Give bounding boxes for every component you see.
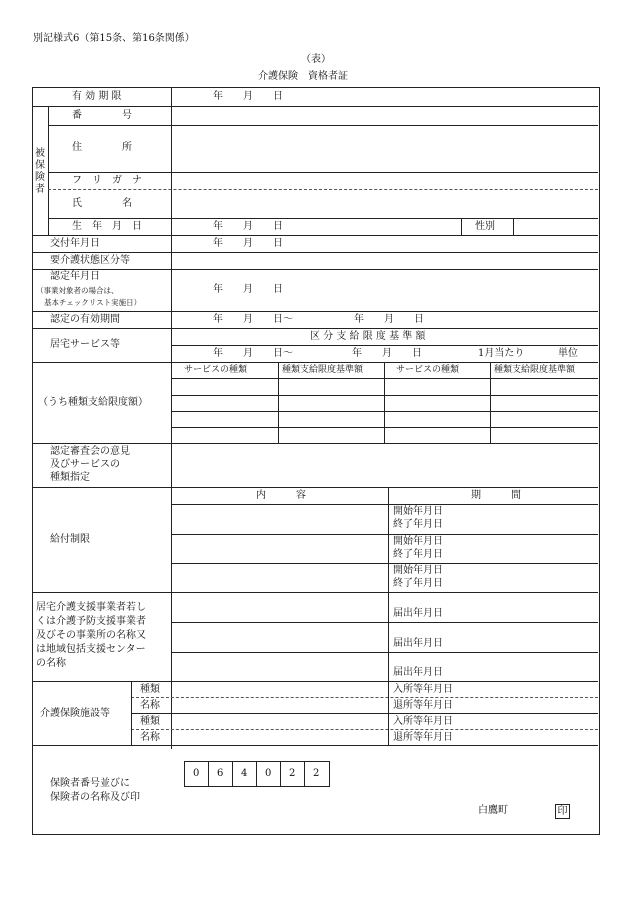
end-date-1: 終了年月日 xyxy=(393,519,443,530)
kind-col4: 種類支給限度基準額 xyxy=(494,365,576,375)
insurer-digit-6: 2 xyxy=(313,768,320,779)
label-divider xyxy=(171,87,172,749)
facility-name-1: 名称 xyxy=(140,700,160,711)
cert-date-note2: 基本チェックリスト実施日） xyxy=(44,298,142,307)
insured-label-3: 険 xyxy=(35,172,45,183)
insured-label-2: 保 xyxy=(35,160,45,171)
cert-period-from: 年 月 日～ xyxy=(213,314,293,325)
unit-label: 単位 xyxy=(558,348,578,359)
care-support-line5: の名称 xyxy=(36,658,66,669)
benefit-limit-label: 給付制限 xyxy=(50,534,90,545)
cert-period-label: 認定の有効期間 xyxy=(50,314,120,325)
insurer-line1: 保険者番号並びに xyxy=(50,778,130,789)
notified-date-2: 届出年月日 xyxy=(393,638,443,649)
insurer-line2: 保険者の名称及び印 xyxy=(50,792,140,803)
end-date-2: 終了年月日 xyxy=(393,549,443,560)
seal-mark: 印 xyxy=(555,804,570,819)
address-label: 住 所 xyxy=(72,142,132,153)
form-number: 別記様式6（第15条、第16条関係） xyxy=(33,33,195,44)
furigana-label: フ リ ガ ナ xyxy=(72,175,142,186)
cert-date-value: 年 月 日 xyxy=(213,284,283,295)
care-support-line1: 居宅介護支援事業者若し xyxy=(36,602,146,613)
admit-date-2: 入所等年月日 xyxy=(393,716,453,727)
limit-title: 区 分 支 給 限 度 基 準 額 xyxy=(310,331,426,342)
insurer-number-box xyxy=(184,761,330,787)
insurer-digit-5: 2 xyxy=(289,768,296,779)
admit-date-1: 入所等年月日 xyxy=(393,684,453,695)
start-date-1: 開始年月日 xyxy=(393,506,443,517)
notified-date-1: 届出年月日 xyxy=(393,608,443,619)
cert-period-to: 年 月 日 xyxy=(354,314,424,325)
issue-date-value: 年 月 日 xyxy=(213,238,283,249)
side-label: （表） xyxy=(301,54,331,65)
name-label: 氏 名 xyxy=(72,198,132,209)
kind-col3: サービスの種類 xyxy=(396,365,460,375)
birth-label: 生 年 月 日 xyxy=(72,221,142,232)
facility-name-2: 名称 xyxy=(140,732,160,743)
facility-kind-1: 種類 xyxy=(140,684,160,695)
benefit-col-content: 内 容 xyxy=(256,490,306,501)
insurer-digit-4: 0 xyxy=(265,768,272,779)
cert-date-note1: （事業対象者の場合は、 xyxy=(36,286,119,295)
care-support-line3: 及びその事業所の名称又 xyxy=(36,630,146,641)
limit-period-from: 年 月 日～ xyxy=(213,348,293,359)
insurer-digit-2: 6 xyxy=(217,768,224,779)
insured-label-1: 被 xyxy=(35,148,45,159)
issue-date-label: 交付年月日 xyxy=(50,238,100,249)
birth-value: 年 月 日 xyxy=(213,221,283,232)
home-service-label: 居宅サービス等 xyxy=(50,339,120,350)
facility-kind-2: 種類 xyxy=(140,716,160,727)
notified-date-3: 届出年月日 xyxy=(393,667,443,678)
page-title: 介護保険 資格者証 xyxy=(258,71,348,82)
cert-date-label: 認定年月日 xyxy=(50,271,100,282)
valid-until-value: 年 月 日 xyxy=(213,91,283,102)
start-date-2: 開始年月日 xyxy=(393,536,443,547)
leave-date-1: 退所等年月日 xyxy=(393,700,453,711)
kind-limit-label: （うち種類支給限度額） xyxy=(38,397,148,408)
insurer-town: 白鷹町 xyxy=(478,805,508,816)
facility-label: 介護保険施設等 xyxy=(40,708,110,719)
kind-col1: サービスの種類 xyxy=(184,365,248,375)
care-support-line2: くは介護予防支援事業者 xyxy=(36,616,146,627)
leave-date-2: 退所等年月日 xyxy=(393,732,453,743)
kind-col2: 種類支給限度基準額 xyxy=(282,365,364,375)
valid-until-label: 有 効 期 限 xyxy=(72,91,122,102)
end-date-3: 終了年月日 xyxy=(393,578,443,589)
per-month: 1月当たり xyxy=(478,348,525,359)
opinion-line1: 認定審査会の意見 xyxy=(50,446,130,457)
sex-label: 性別 xyxy=(475,221,495,232)
limit-period-to: 年 月 日 xyxy=(352,348,422,359)
insured-label-4: 者 xyxy=(35,184,45,195)
insurer-digit-1: 0 xyxy=(193,768,200,779)
start-date-3: 開始年月日 xyxy=(393,565,443,576)
opinion-line2: 及びサービスの xyxy=(50,459,120,470)
benefit-col-period: 期 間 xyxy=(471,490,521,501)
opinion-line3: 種類指定 xyxy=(50,472,90,483)
insurer-digit-3: 4 xyxy=(241,768,248,779)
care-level-label: 要介護状態区分等 xyxy=(50,255,130,266)
care-support-line4: は地域包括支援センター xyxy=(36,644,146,655)
number-label: 番 号 xyxy=(72,110,132,121)
